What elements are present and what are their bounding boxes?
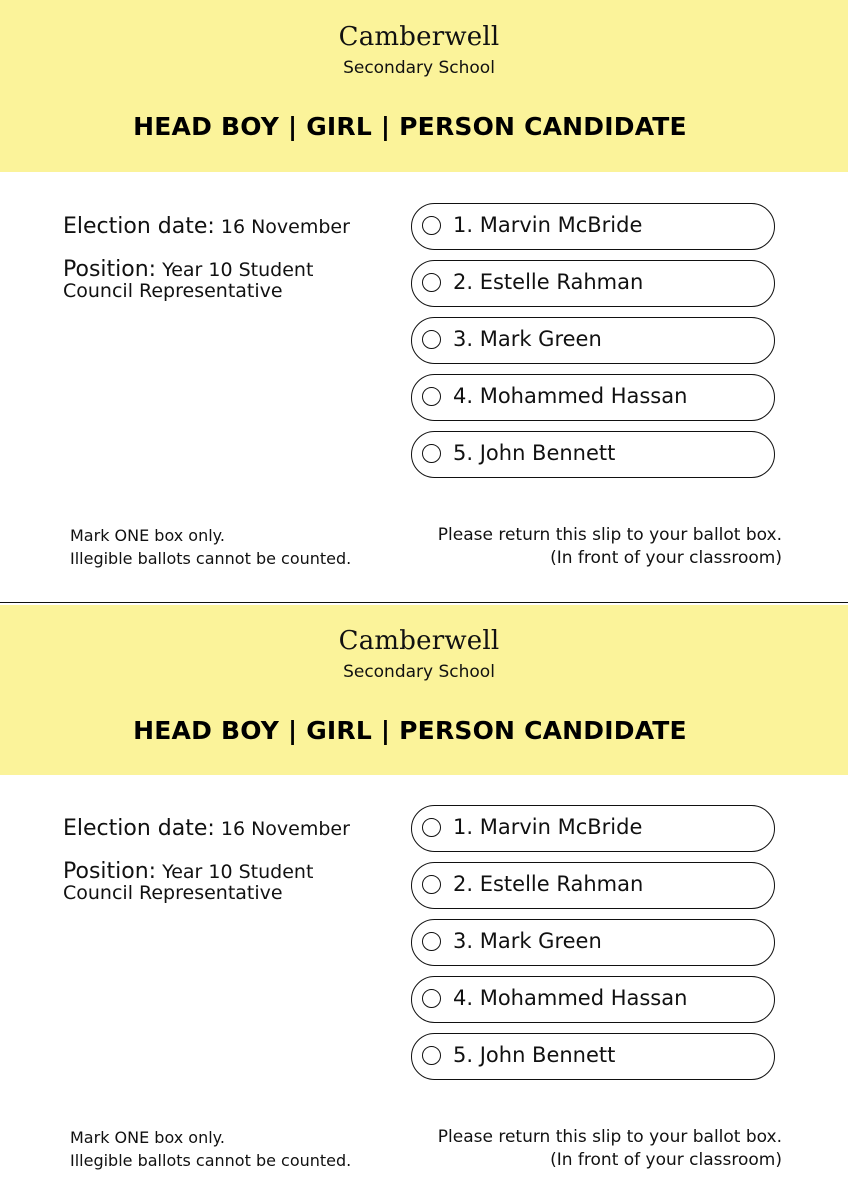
- return-note: [438, 1126, 782, 1172]
- school-name: Camberwell: [338, 626, 500, 656]
- school-subtitle: Secondary School: [343, 58, 495, 78]
- candidate-option[interactable]: [411, 317, 775, 364]
- election-date-value: 16 November: [220, 818, 350, 840]
- instructions-note: [70, 1126, 351, 1172]
- radio-button[interactable]: [422, 932, 441, 951]
- radio-button[interactable]: [422, 387, 441, 406]
- candidate-name: 2. Estelle Rahman: [453, 270, 644, 294]
- election-date-label: Election date:: [63, 214, 215, 239]
- header-banner: [0, 605, 848, 775]
- return-note: [438, 524, 782, 570]
- candidate-name: 4. Mohammed Hassan: [453, 986, 688, 1010]
- radio-button[interactable]: [422, 330, 441, 349]
- candidate-option[interactable]: [411, 1033, 775, 1080]
- return-line-2: (In front of your classroom): [550, 1150, 782, 1170]
- election-date-value: 16 November: [220, 216, 350, 238]
- candidate-options: [411, 805, 775, 1090]
- return-line-1: Please return this slip to your ballot box.: [437, 1127, 782, 1147]
- position-label: Position:: [63, 859, 157, 884]
- radio-button[interactable]: [422, 989, 441, 1008]
- candidate-option[interactable]: [411, 260, 775, 307]
- election-date: [63, 214, 350, 239]
- candidate-option[interactable]: [411, 203, 775, 250]
- instructions-note: [70, 524, 351, 570]
- candidate-option[interactable]: [411, 862, 775, 909]
- candidate-option[interactable]: [411, 976, 775, 1023]
- radio-button[interactable]: [422, 875, 441, 894]
- candidate-name: 3. Mark Green: [453, 327, 602, 351]
- position: [63, 259, 363, 302]
- return-line-1: Please return this slip to your ballot box.: [437, 525, 782, 545]
- position-label: Position:: [63, 257, 157, 282]
- radio-button[interactable]: [422, 216, 441, 235]
- instructions-line-1: Mark ONE box only.: [70, 1128, 225, 1147]
- radio-button[interactable]: [422, 1046, 441, 1065]
- candidate-option[interactable]: [411, 374, 775, 421]
- ballot-slip-bottom: [0, 602, 848, 1204]
- ballot-title: HEAD BOY | GIRL | PERSON CANDIDATE: [133, 112, 687, 141]
- radio-button[interactable]: [422, 444, 441, 463]
- school-name: Camberwell: [338, 22, 500, 52]
- candidate-option[interactable]: [411, 919, 775, 966]
- position-value-line1: Year 10 Student: [162, 259, 314, 281]
- radio-button[interactable]: [422, 818, 441, 837]
- candidate-name: 1. Marvin McBride: [453, 815, 643, 839]
- position-value-line2: Council Representative: [63, 280, 283, 302]
- radio-button[interactable]: [422, 273, 441, 292]
- header-banner: [0, 0, 848, 172]
- return-line-2: (In front of your classroom): [550, 548, 782, 568]
- candidate-name: 5. John Bennett: [453, 441, 616, 465]
- election-date: [63, 816, 350, 841]
- candidate-name: 1. Marvin McBride: [453, 213, 643, 237]
- candidate-name: 3. Mark Green: [453, 929, 602, 953]
- instructions-line-2: Illegible ballots cannot be counted.: [70, 549, 352, 568]
- instructions-line-2: Illegible ballots cannot be counted.: [70, 1151, 352, 1170]
- instructions-line-1: Mark ONE box only.: [70, 526, 225, 545]
- position-value-line2: Council Representative: [63, 882, 283, 904]
- school-subtitle: Secondary School: [343, 662, 495, 682]
- candidate-name: 4. Mohammed Hassan: [453, 384, 688, 408]
- candidate-option[interactable]: [411, 431, 775, 478]
- candidate-options: [411, 203, 775, 488]
- position-value-line1: Year 10 Student: [162, 861, 314, 883]
- candidate-option[interactable]: [411, 805, 775, 852]
- ballot-title: HEAD BOY | GIRL | PERSON CANDIDATE: [133, 716, 687, 745]
- position: [63, 861, 363, 904]
- candidate-name: 5. John Bennett: [453, 1043, 616, 1067]
- candidate-name: 2. Estelle Rahman: [453, 872, 644, 896]
- election-date-label: Election date:: [63, 816, 215, 841]
